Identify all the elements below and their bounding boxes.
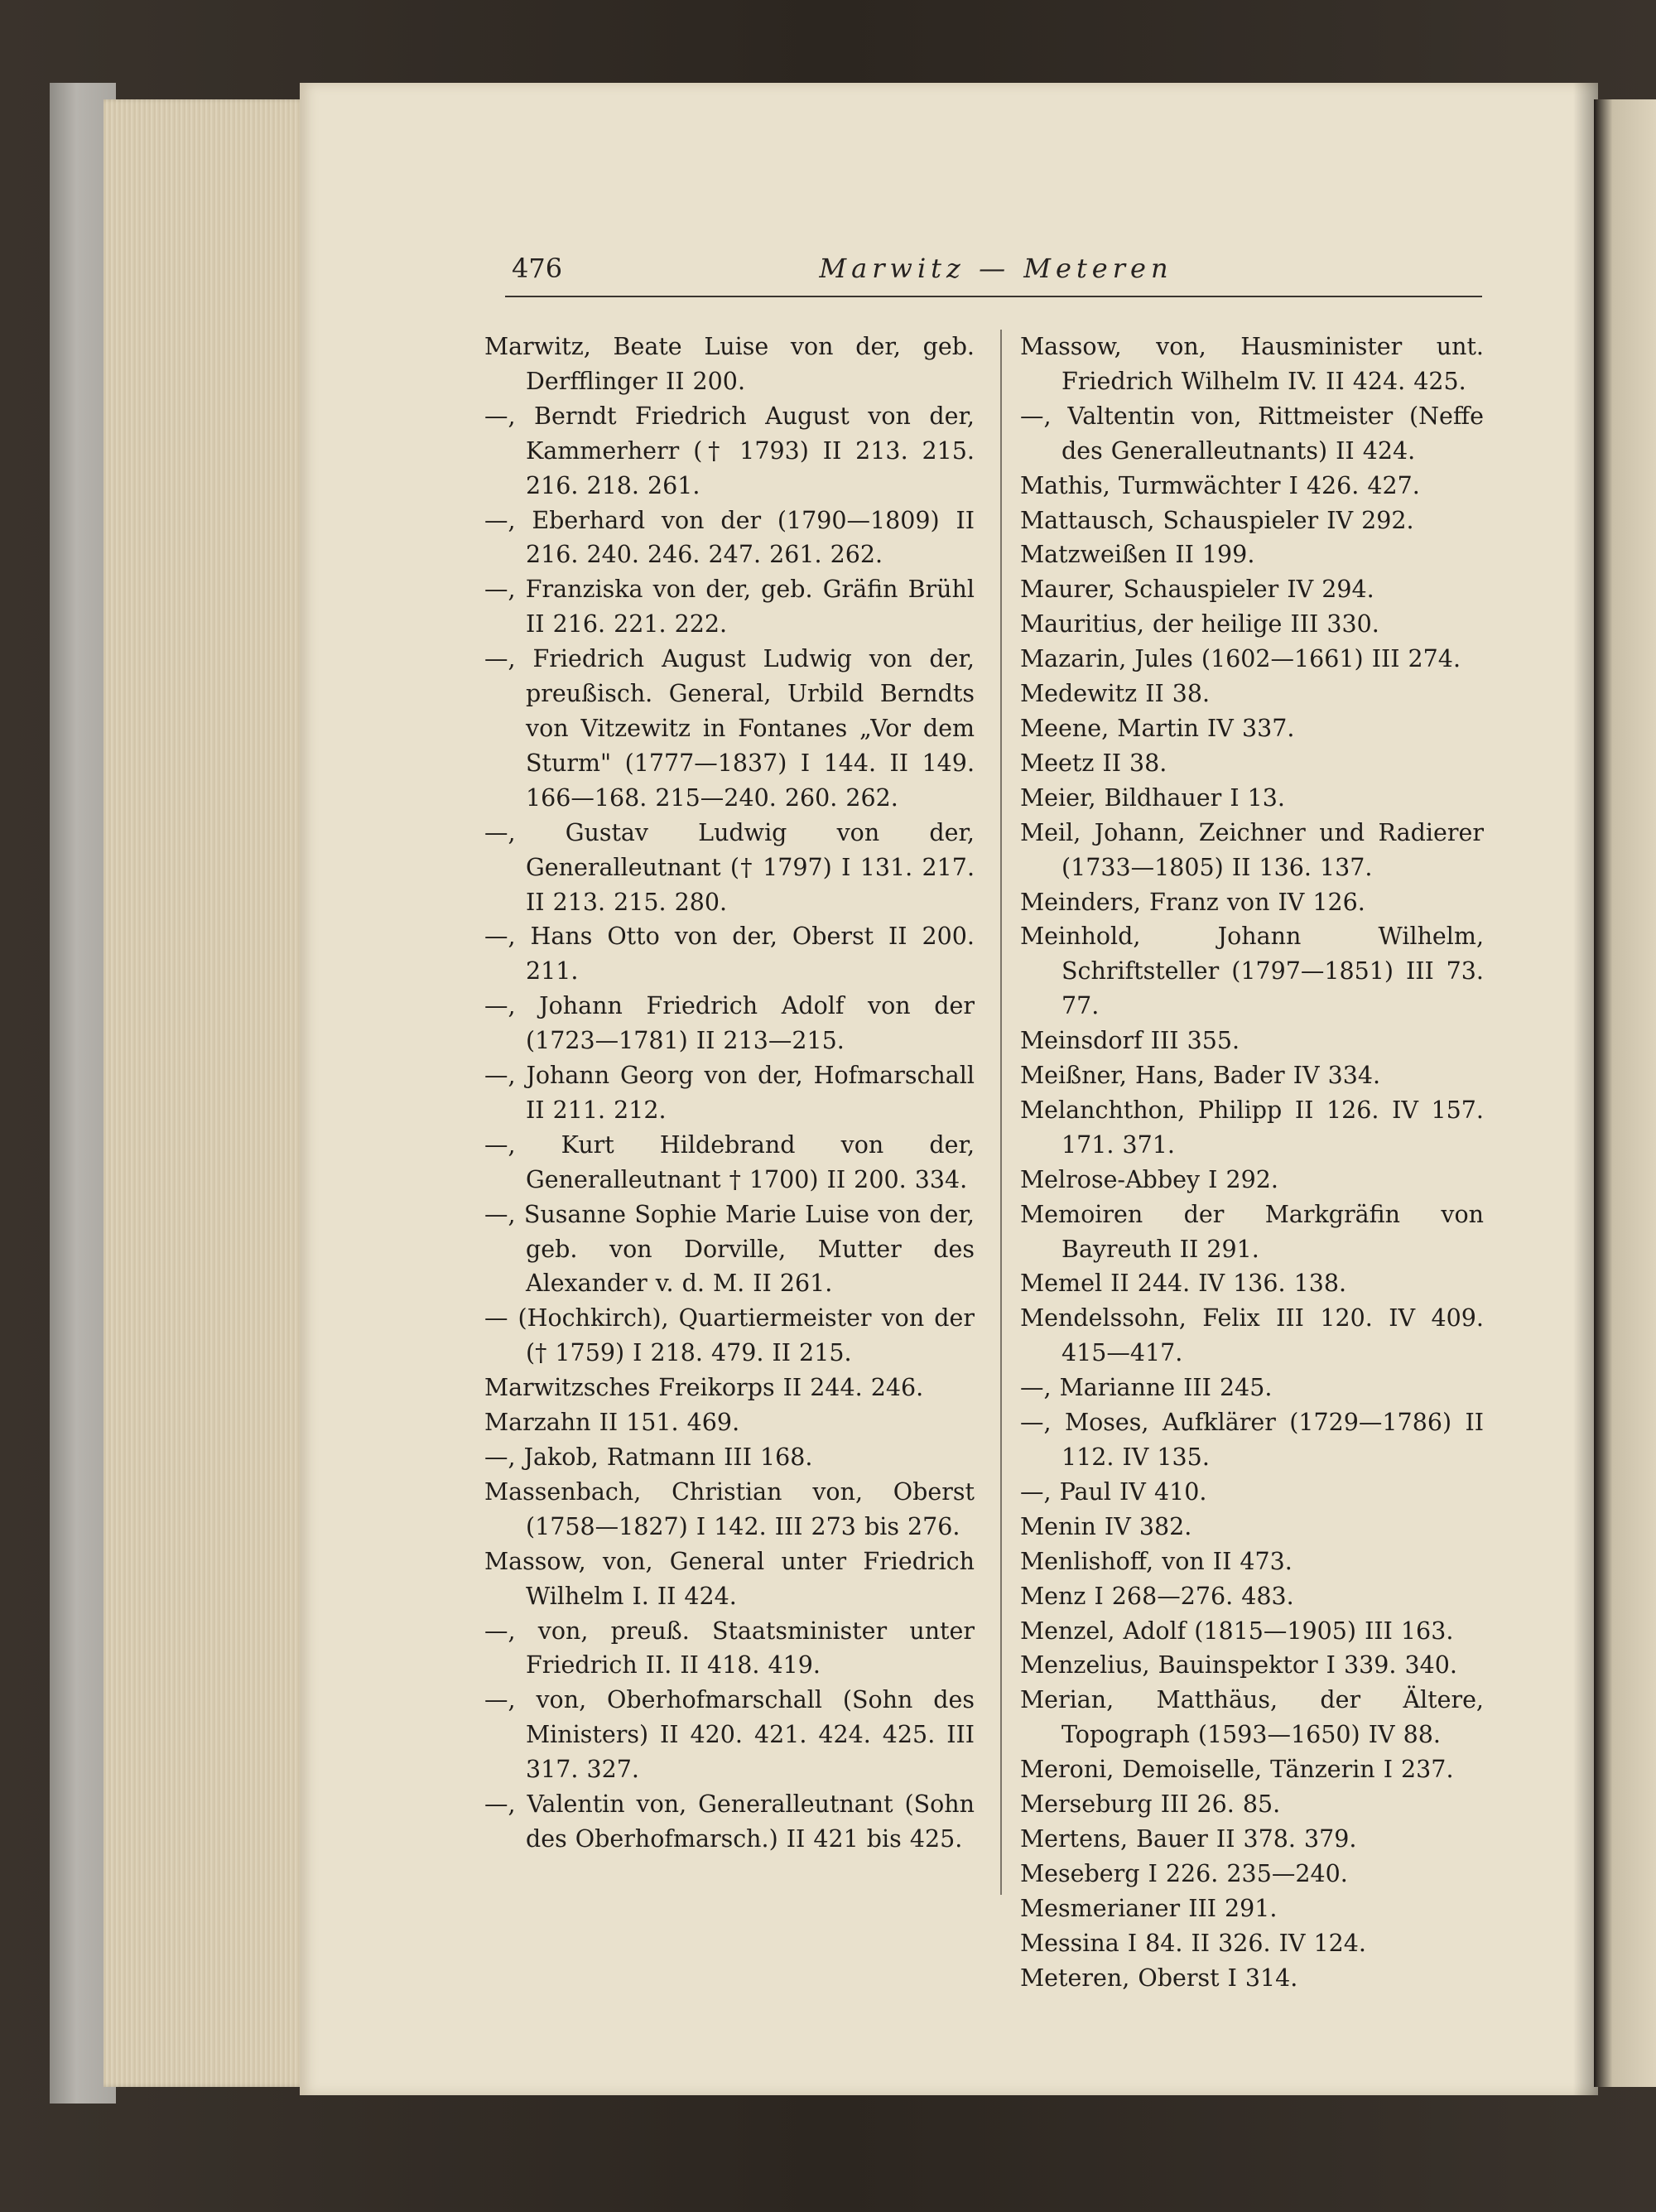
entry-text: Johann Georg von der, Hofmarschall II 211. 212. bbox=[515, 1062, 975, 1124]
entry-text: III 291. bbox=[1180, 1894, 1278, 1922]
index-entry bbox=[484, 1128, 975, 1198]
index-column-left bbox=[484, 330, 975, 1857]
entry-heading: —, bbox=[1020, 402, 1052, 430]
entry-text: Gustav Ludwig von der, Generalleutnant († 1797) I 131. 217. II 213. 215. 280. bbox=[515, 818, 975, 916]
entry-text: Kurt Hildebrand von der, Generalleutnant † 1700) II 200. 334. bbox=[515, 1130, 975, 1193]
entry-text: von, Hausminister unt. Friedrich Wilhelm IV. II 424. 425. bbox=[1061, 333, 1484, 395]
entry-text: II 151. 469. bbox=[590, 1409, 740, 1437]
index-entry bbox=[1020, 537, 1484, 572]
entry-text: I 292. bbox=[1200, 1165, 1278, 1193]
index-entry bbox=[1020, 330, 1484, 399]
entry-heading: Meinsdorf bbox=[1020, 1027, 1143, 1055]
entry-text: Moses, Aufklärer (1729—1786) II 112. IV 135. bbox=[1051, 1409, 1484, 1471]
page-header bbox=[512, 253, 1480, 296]
index-entry bbox=[1020, 781, 1484, 816]
entry-text: II 244. IV 136. 138. bbox=[1102, 1270, 1347, 1298]
entry-heading: Mertens, bbox=[1020, 1824, 1129, 1853]
entry-text: Hans Otto von der, Oberst II 200. 211. bbox=[515, 923, 975, 986]
entry-text: Matthäus, der Ältere, Topograph (1593—1650) IV 88. bbox=[1061, 1686, 1484, 1749]
entry-heading: —, bbox=[484, 645, 516, 673]
entry-text: von, General unter Friedrich Wilhelm I. II 424. bbox=[526, 1547, 975, 1610]
index-entry bbox=[1020, 1579, 1484, 1614]
page-number: 476 bbox=[512, 253, 563, 284]
entry-heading: Menlishoff, bbox=[1020, 1547, 1154, 1575]
entry-heading: — bbox=[484, 1304, 508, 1333]
index-entry bbox=[1020, 1163, 1484, 1198]
index-entry bbox=[484, 1475, 975, 1545]
entry-heading: Medewitz bbox=[1020, 680, 1138, 708]
entry-heading: Menin bbox=[1020, 1512, 1096, 1540]
entry-text: Jules (1602—1661) III 274. bbox=[1126, 645, 1461, 673]
index-entry bbox=[1020, 1545, 1484, 1579]
index-entry bbox=[484, 1545, 975, 1614]
index-entry bbox=[1020, 1648, 1484, 1683]
entry-heading: Mauritius, bbox=[1020, 610, 1144, 639]
entry-heading: —, bbox=[1020, 1477, 1052, 1506]
entry-text: Demoiselle, Tänzerin I 237. bbox=[1114, 1756, 1454, 1784]
entry-text: I 84. II 326. IV 124. bbox=[1119, 1929, 1366, 1957]
index-entry bbox=[1020, 711, 1484, 746]
entry-heading: —, bbox=[484, 576, 516, 604]
entry-heading: —, bbox=[484, 1200, 516, 1228]
entry-heading: Mattausch, bbox=[1020, 506, 1155, 534]
index-entry bbox=[1020, 1371, 1484, 1405]
entry-heading: Maurer, bbox=[1020, 576, 1115, 604]
entry-heading: Matzweißen bbox=[1020, 541, 1167, 569]
entry-text: Oberst I 314. bbox=[1129, 1964, 1298, 1992]
entry-heading: Massow, bbox=[1020, 333, 1122, 360]
entry-text: III 355. bbox=[1142, 1027, 1240, 1055]
entry-text: Philipp II 126. IV 157. 171. 371. bbox=[1061, 1096, 1484, 1159]
index-entry bbox=[1020, 572, 1484, 607]
entry-heading: —, bbox=[484, 1790, 516, 1819]
entry-heading: —, bbox=[484, 992, 516, 1020]
entry-heading: —, bbox=[484, 818, 516, 846]
entry-heading: —, bbox=[484, 1130, 516, 1159]
entry-heading: Menzel, bbox=[1020, 1617, 1115, 1645]
entry-heading: Meißner, bbox=[1020, 1062, 1127, 1090]
entry-text: Schauspieler IV 294. bbox=[1114, 576, 1374, 604]
entry-heading: —, bbox=[484, 402, 516, 430]
entry-text: von, Oberhofmarschall (Sohn des Ministers) II 420. 421. 424. 425. III 317. 327. bbox=[515, 1686, 975, 1784]
entry-heading: Meinhold, bbox=[1020, 923, 1141, 951]
index-entry bbox=[484, 504, 975, 573]
entry-heading: Memoiren bbox=[1020, 1200, 1143, 1228]
index-entry bbox=[1020, 1926, 1484, 1961]
entry-heading: Messina bbox=[1020, 1929, 1119, 1957]
entry-text: Hans, Bader IV 334. bbox=[1126, 1062, 1381, 1090]
index-entry bbox=[484, 330, 975, 399]
entry-text: Paul IV 410. bbox=[1051, 1477, 1207, 1506]
index-entry bbox=[484, 399, 975, 504]
page-stack-edges bbox=[104, 99, 310, 2087]
entry-heading: Meinders, bbox=[1020, 888, 1141, 916]
index-entry bbox=[484, 1058, 975, 1128]
entry-text: I 268—276. 483. bbox=[1086, 1582, 1294, 1610]
index-entry bbox=[1020, 1024, 1484, 1058]
entry-heading: —, bbox=[1020, 1374, 1052, 1402]
entry-heading: Mendelssohn, bbox=[1020, 1304, 1187, 1333]
index-entry bbox=[1020, 1198, 1484, 1267]
index-entry bbox=[484, 1405, 975, 1440]
entry-text: II 38. bbox=[1137, 680, 1211, 708]
entry-heading: Memel bbox=[1020, 1270, 1103, 1298]
entry-heading: Meetz bbox=[1020, 749, 1095, 777]
entry-text: Valentin von, Generalleutnant (Sohn des Oberhofmarsch.) II 421 bis 425. bbox=[515, 1790, 975, 1853]
index-entry bbox=[1020, 1405, 1484, 1475]
index-entry bbox=[484, 816, 975, 920]
index-entry bbox=[484, 572, 975, 642]
entry-heading: Meteren, bbox=[1020, 1964, 1130, 1992]
index-entry bbox=[1020, 399, 1484, 469]
entry-heading: Massenbach, bbox=[484, 1477, 642, 1506]
entry-text: Freikorps II 244. 246. bbox=[650, 1374, 924, 1402]
entry-heading: Meil, bbox=[1020, 818, 1081, 846]
index-entry bbox=[1020, 1752, 1484, 1787]
index-entry bbox=[1020, 919, 1484, 1024]
index-entry bbox=[1020, 1475, 1484, 1510]
entry-heading: Merseburg bbox=[1020, 1790, 1153, 1819]
entry-text: Bauinspektor I 339. 340. bbox=[1149, 1651, 1457, 1679]
entry-text: Johann, Zeichner und Radierer (1733—1805) II 136. 137. bbox=[1061, 818, 1484, 881]
entry-text: II 199. bbox=[1167, 541, 1255, 569]
index-entry bbox=[484, 1198, 975, 1302]
entry-text: Beate Luise von der, geb. Derfflinger II 200. bbox=[526, 333, 975, 395]
entry-heading: Mazarin, bbox=[1020, 645, 1127, 673]
index-entry bbox=[1020, 1787, 1484, 1822]
index-entry bbox=[1020, 1857, 1484, 1892]
entry-heading: Massow, bbox=[484, 1547, 586, 1575]
entry-heading: Melrose-Abbey bbox=[1020, 1165, 1201, 1193]
entry-heading: Menz bbox=[1020, 1582, 1086, 1610]
index-entry bbox=[1020, 1683, 1484, 1752]
entry-text: Adolf (1815—1905) III 163. bbox=[1114, 1617, 1454, 1645]
index-entry bbox=[484, 1683, 975, 1787]
entry-text: der Markgräfin von Bayreuth II 291. bbox=[1061, 1200, 1484, 1263]
entry-text: Turmwächter I 426. 427. bbox=[1110, 471, 1420, 499]
entry-text: Berndt Friedrich August von der, Kammerherr († 1793) II 213. 215. 216. 218. 261. bbox=[515, 402, 975, 499]
entry-heading: —, bbox=[484, 1686, 516, 1714]
index-entry bbox=[484, 919, 975, 989]
index-entry bbox=[1020, 1892, 1484, 1926]
index-entry bbox=[484, 642, 975, 816]
index-entry bbox=[1020, 885, 1484, 920]
entry-text: Felix III 120. IV 409. 415—417. bbox=[1061, 1304, 1484, 1367]
index-entry bbox=[1020, 469, 1484, 504]
entry-text: Susanne Sophie Marie Luise von der, geb. von Dorville, Mutter des Alexander v. d. M. II 261. bbox=[515, 1200, 975, 1298]
entry-heading: Marwitz, bbox=[484, 333, 591, 360]
running-title: Marwitz — Meteren bbox=[819, 253, 1173, 284]
index-entry bbox=[1020, 1822, 1484, 1857]
entry-heading: Mathis, bbox=[1020, 471, 1110, 499]
index-entry bbox=[1020, 1266, 1484, 1301]
index-entry bbox=[484, 989, 975, 1058]
entry-text: Valtentin von, Rittmeister (Neffe des Generalleutnants) II 424. bbox=[1051, 402, 1484, 465]
entry-text: I 226. 235—240. bbox=[1139, 1859, 1348, 1887]
entry-text: Christian von, Oberst (1758—1827) I 142. III 273 bis 276. bbox=[526, 1477, 975, 1540]
entry-heading: Meier, bbox=[1020, 783, 1096, 812]
entry-heading: —, bbox=[484, 1617, 516, 1645]
entry-text: Bildhauer I 13. bbox=[1095, 783, 1285, 812]
index-entry bbox=[484, 1371, 975, 1405]
index-entry bbox=[484, 1301, 975, 1371]
column-divider bbox=[1000, 330, 1002, 1895]
entry-heading: Meseberg bbox=[1020, 1859, 1140, 1887]
entry-heading: Marzahn bbox=[484, 1409, 591, 1437]
entry-heading: —, bbox=[484, 506, 516, 534]
index-entry bbox=[484, 1440, 975, 1475]
index-entry bbox=[1020, 1093, 1484, 1163]
index-entry bbox=[484, 1787, 975, 1857]
header-rule bbox=[505, 296, 1482, 297]
facing-page-edge bbox=[1594, 99, 1656, 2087]
entry-text: Friedrich August Ludwig von der, preußisch. General, Urbild Berndts von Vitzewitz in Fontanes „Vor dem Sturm" (1777—1837) I 144. II 149. 166—168. 215—240. 260. 262. bbox=[515, 645, 975, 812]
entry-text: Martin IV 337. bbox=[1109, 714, 1295, 742]
entry-text: Marianne III 245. bbox=[1051, 1374, 1273, 1402]
entry-text: Jakob, Ratmann III 168. bbox=[515, 1443, 813, 1471]
index-entry bbox=[1020, 607, 1484, 642]
index-entry bbox=[1020, 1510, 1484, 1545]
entry-heading: —, bbox=[484, 923, 516, 951]
entry-text: von II 473. bbox=[1153, 1547, 1293, 1575]
entry-text: Eberhard von der (1790—1809) II 216. 240. 246. 247. 261. 262. bbox=[515, 506, 975, 569]
entry-text: Franziska von der, geb. Gräfin Brühl II 216. 221. 222. bbox=[515, 576, 975, 639]
entry-text: IV 382. bbox=[1095, 1512, 1192, 1540]
index-entry bbox=[1020, 504, 1484, 538]
index-entry bbox=[484, 1614, 975, 1684]
entry-heading: Merian, bbox=[1020, 1686, 1114, 1714]
entry-text: von, preuß. Staatsminister unter Friedrich II. II 418. 419. bbox=[515, 1617, 975, 1679]
index-entry bbox=[1020, 677, 1484, 711]
entry-text: II 38. bbox=[1094, 749, 1167, 777]
entry-text: Franz von IV 126. bbox=[1140, 888, 1365, 916]
index-entry bbox=[1020, 1614, 1484, 1649]
entry-heading: —, bbox=[484, 1443, 516, 1471]
entry-text: Johann Wilhelm, Schriftsteller (1797—1851) III 73. 77. bbox=[1061, 923, 1484, 1020]
index-column-right bbox=[1020, 330, 1484, 1996]
entry-text: III 26. 85. bbox=[1152, 1790, 1281, 1819]
entry-heading: Marwitzsches bbox=[484, 1374, 651, 1402]
entry-text: (Hochkirch), Quartiermeister von der († 1759) I 218. 479. II 215. bbox=[508, 1304, 975, 1367]
index-entry bbox=[1020, 1058, 1484, 1093]
entry-heading: Meene, bbox=[1020, 714, 1110, 742]
entry-text: Johann Friedrich Adolf von der (1723—1781) II 213—215. bbox=[515, 992, 975, 1055]
index-entry bbox=[1020, 816, 1484, 885]
index-entry bbox=[1020, 1961, 1484, 1996]
index-entry bbox=[1020, 746, 1484, 781]
entry-heading: —, bbox=[484, 1062, 516, 1090]
entry-heading: Melanchthon, bbox=[1020, 1096, 1186, 1124]
index-entry bbox=[1020, 1301, 1484, 1371]
entry-heading: Mesmerianer bbox=[1020, 1894, 1181, 1922]
index-entry bbox=[1020, 642, 1484, 677]
entry-heading: Meroni, bbox=[1020, 1756, 1114, 1784]
entry-heading: Menzelius, bbox=[1020, 1651, 1150, 1679]
entry-text: Schauspieler IV 292. bbox=[1154, 506, 1414, 534]
entry-text: der heilige III 330. bbox=[1143, 610, 1379, 639]
entry-heading: —, bbox=[1020, 1409, 1052, 1437]
entry-text: Bauer II 378. 379. bbox=[1128, 1824, 1357, 1853]
